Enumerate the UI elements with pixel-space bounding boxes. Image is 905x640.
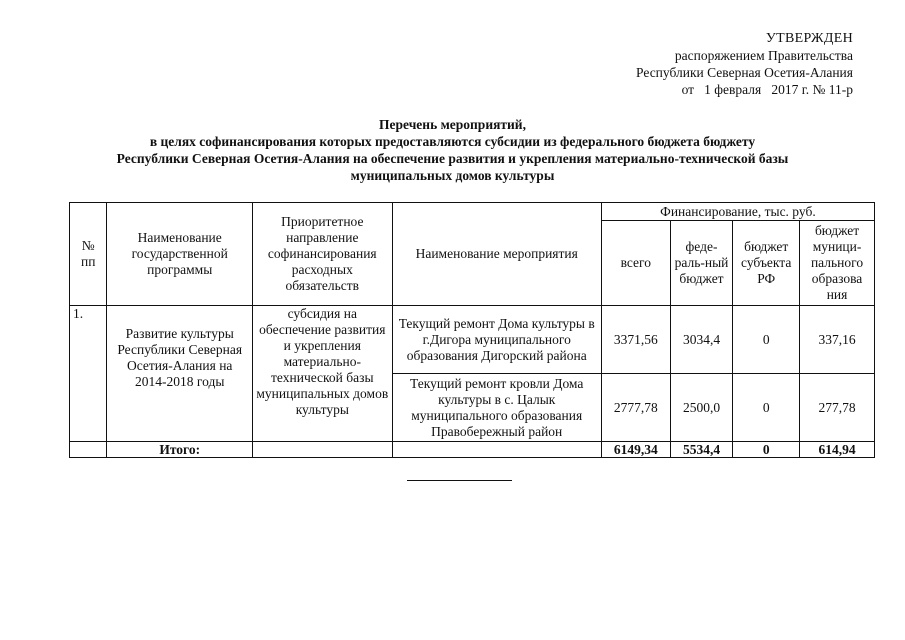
closing-divider (407, 480, 512, 481)
financing-table (69, 202, 875, 458)
approval-heading: УТВЕРЖДЕН (765, 31, 853, 46)
header-priority: Приоритетное направление софинансирования расходных обязательств (253, 203, 393, 306)
row-total-2: 2777,78 (601, 374, 670, 442)
header-total: всего (601, 221, 670, 306)
header-subject: бюджет субъекта РФ (733, 221, 800, 306)
header-program: Наименование государственной программы (107, 203, 253, 306)
row-subject-1: 0 (733, 306, 800, 374)
approval-stamp (636, 30, 853, 98)
row-subject-2: 0 (733, 374, 800, 442)
row-total-1: 3371,56 (601, 306, 670, 374)
totals-empty (70, 442, 107, 458)
header-event: Наименование мероприятия (392, 203, 601, 306)
row-priority: субсидия на обеспечение развития и укрепления материально-технической базы муниципальных домов культуры (253, 306, 393, 442)
row-event-1: Текущий ремонт Дома культуры в г.Дигора муниципального образования Дигорский района (392, 306, 601, 374)
totals-row (70, 442, 875, 458)
totals-empty (392, 442, 601, 458)
document-title (0, 116, 905, 184)
title-line-1: Перечень мероприятий, (379, 117, 526, 132)
row-municipal-1: 337,16 (800, 306, 875, 374)
header-financing: Финансирование, тыс. руб. (601, 203, 874, 221)
row-event-2: Текущий ремонт кровли Дома культуры в с. Цалык муниципального образования Правобережный район (392, 374, 601, 442)
totals-empty (253, 442, 393, 458)
totals-municipal: 614,94 (800, 442, 875, 458)
totals-label: Итого: (107, 442, 253, 458)
approval-line-2: Республики Северная Осетия-Алания (636, 65, 853, 80)
row-federal-2: 2500,0 (670, 374, 733, 442)
row-num: 1. (70, 306, 107, 442)
row-federal-1: 3034,4 (670, 306, 733, 374)
header-num: № пп (70, 203, 107, 306)
header-municipal: бюджет муници-пального образова ния (800, 221, 875, 306)
approval-line-3: от 1 февраля 2017 г. № 11-р (681, 82, 853, 97)
table-row (70, 306, 875, 374)
totals-total: 6149,34 (601, 442, 670, 458)
title-line-4: муниципальных домов культуры (350, 168, 555, 183)
approval-line-1: распоряжением Правительства (674, 48, 853, 63)
totals-federal: 5534,4 (670, 442, 733, 458)
row-program: Развитие культуры Республики Северная Осетия-Алания на 2014-2018 годы (107, 306, 253, 442)
totals-subject: 0 (733, 442, 800, 458)
header-row (70, 203, 875, 221)
row-municipal-2: 277,78 (800, 374, 875, 442)
title-line-2: в целях софинансирования которых предоставляются субсидии из федерального бюджета бюджету (149, 134, 756, 149)
title-line-3: Республики Северная Осетия-Алания на обеспечение развития и укрепления материально-технической базы (116, 151, 789, 166)
header-federal: феде-раль-ный бюджет (670, 221, 733, 306)
